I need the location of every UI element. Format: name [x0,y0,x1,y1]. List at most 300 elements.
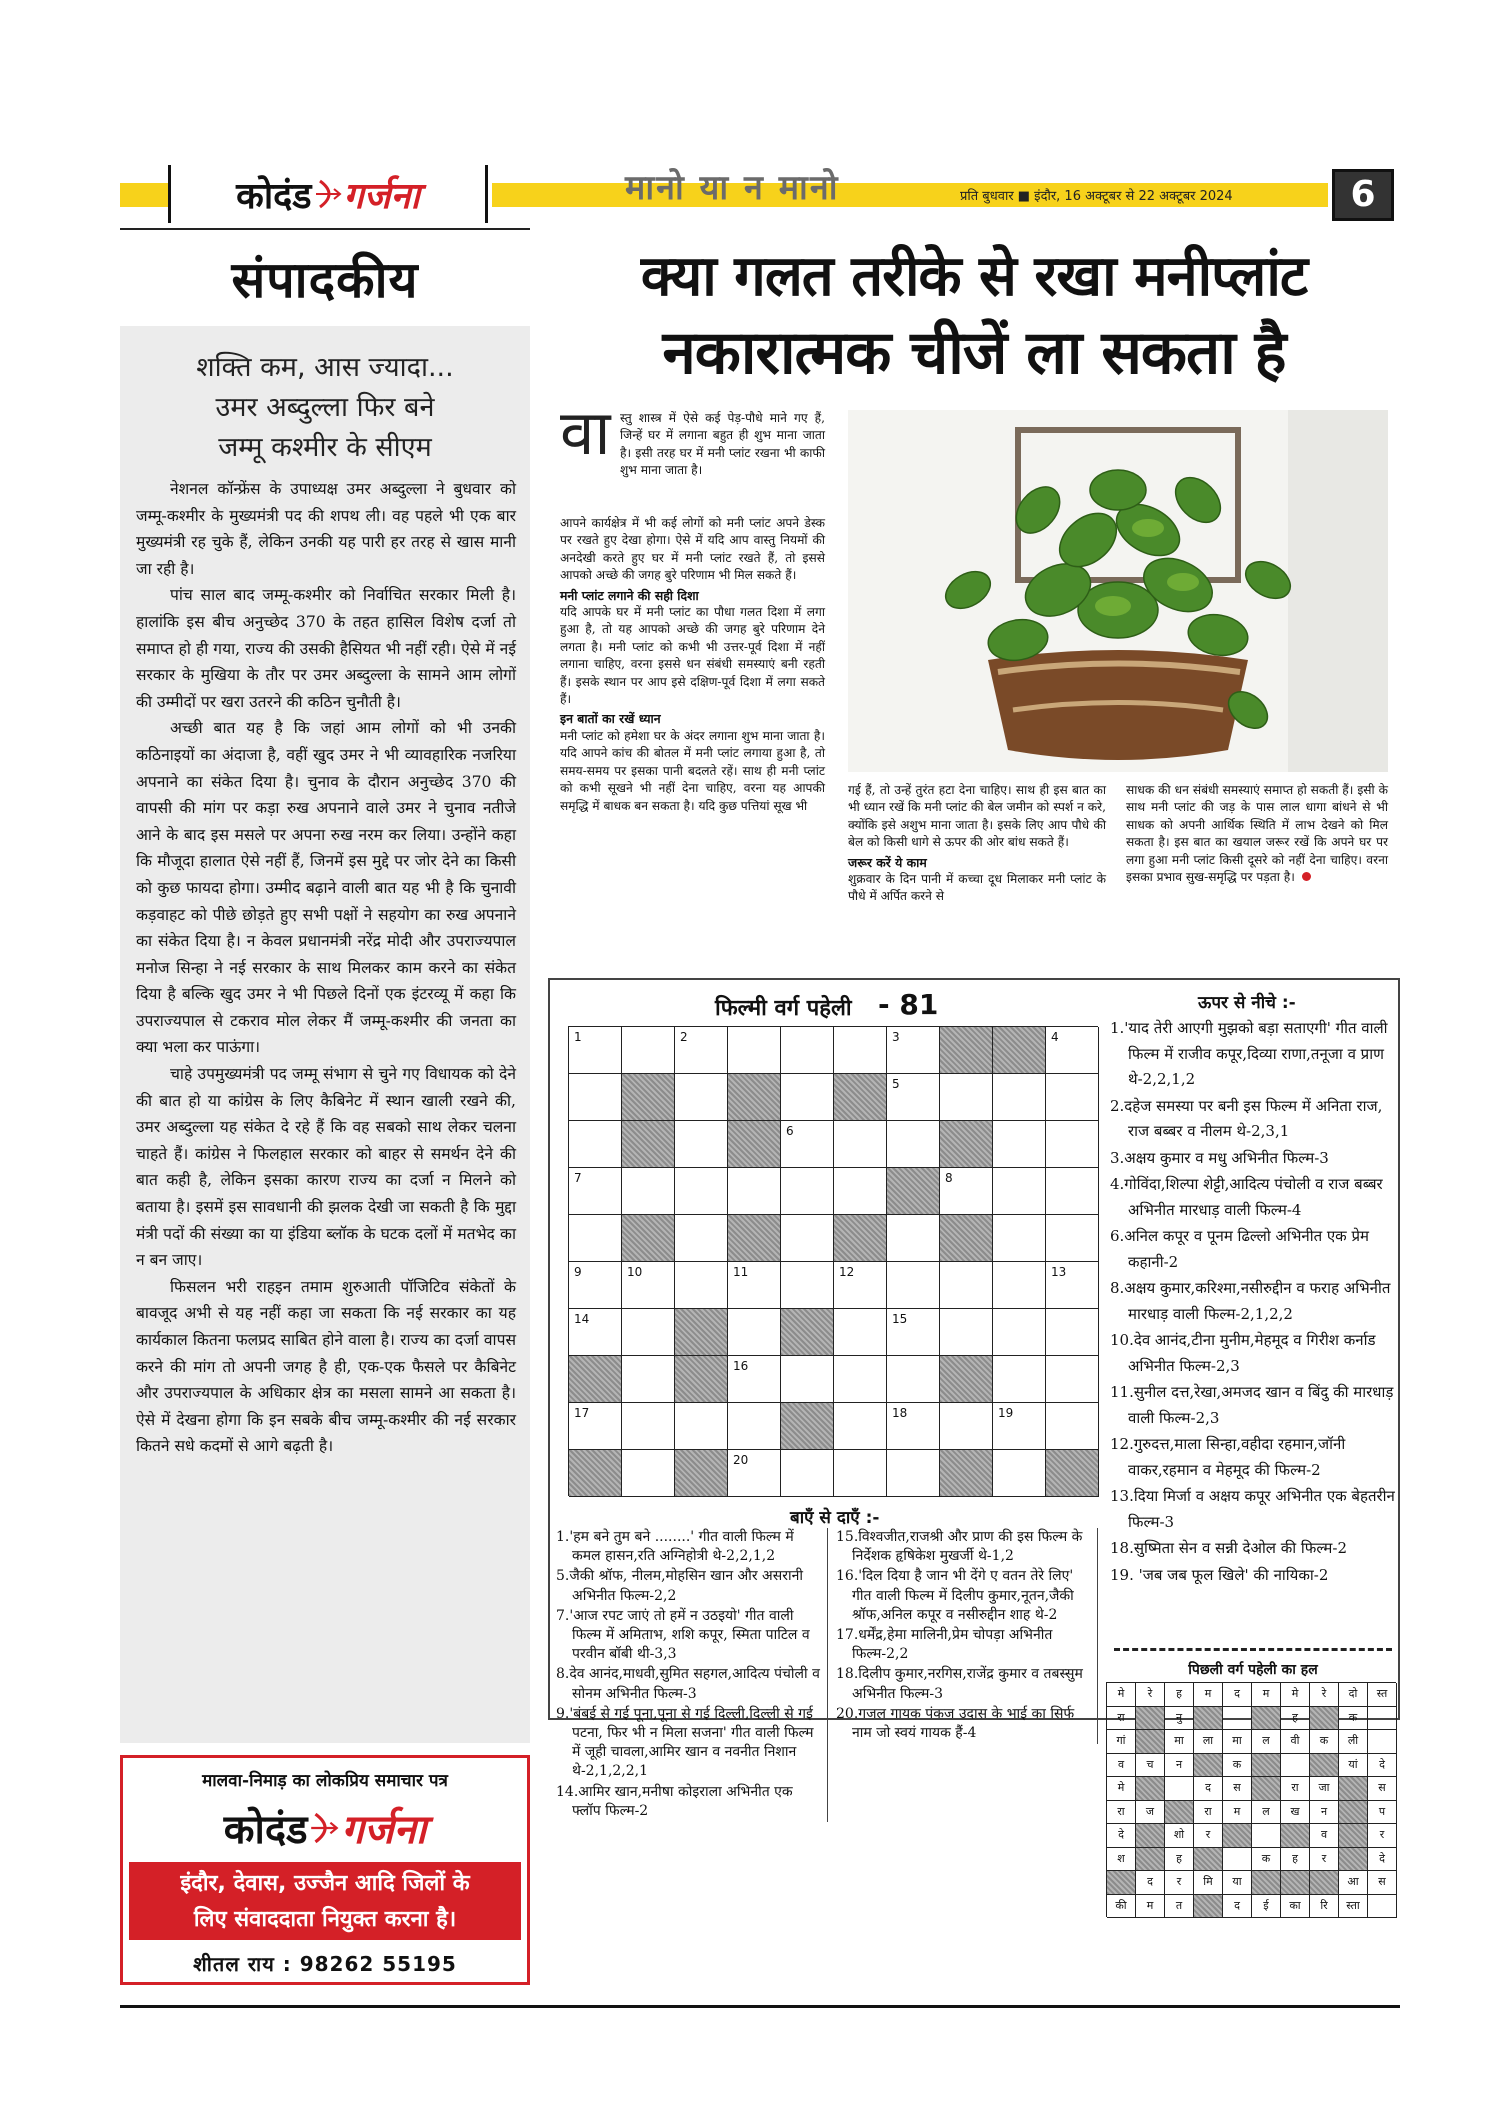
solution-block-cell [1136,1848,1165,1872]
ad-logo [123,1800,527,1855]
crossword-cell[interactable] [781,1356,834,1403]
logo-text-part2: गर्जना [343,175,420,217]
money-plant-article [560,396,1400,965]
solution-block-cell [1281,1871,1310,1895]
crossword-cell[interactable] [993,1309,1046,1356]
crossword-cell[interactable] [887,1450,940,1497]
crossword-clue: 10.देव आनंद,टीना मुनीम,मेहमूद व गिरीश कर्नाड अभिनीत फिल्म-2,3 [1110,1331,1376,1375]
solution-cell: ल [1252,1801,1281,1825]
crossword-cell[interactable] [675,1074,728,1121]
solution-cell: रा [1107,1707,1136,1731]
crossword-cell[interactable] [781,1215,834,1262]
solution-block-cell [1310,1707,1339,1731]
end-mark-icon [1302,872,1311,881]
solution-cell: स्ता [1339,1895,1368,1919]
crossword-cell[interactable] [834,1403,887,1450]
editorial-column [120,228,530,1743]
crossword-block-cell [834,1215,887,1262]
solution-cell: की [1107,1895,1136,1919]
solution-cell: ह [1281,1848,1310,1872]
crossword-clue: 7.'आज रपट जाएं तो हमें न उठइयो' गीत वाली फिल्म में अमिताभ, शशि कपूर, स्मिता पाटिल व परवीन बॉबी थी-3,3 [556,1607,810,1663]
crossword-cell[interactable] [993,1168,1046,1215]
crossword-cell-number: 7 [574,1171,582,1185]
headline-line-2: नकारात्मक चीजें ला सकता है [662,318,1286,388]
previous-solution-grid [1106,1682,1396,1917]
crossword-clue: 19. 'जब जब फूल खिले' की नायिका-2 [1110,1565,1329,1584]
crossword-cell-number: 19 [998,1406,1014,1420]
solution-cell: र [1194,1824,1223,1848]
crossword-cell[interactable] [728,1450,781,1497]
solution-cell: स्त [1368,1683,1397,1707]
article-subhead: इन बातों का रखें ध्यान [560,711,661,727]
ad-logo-part2: गर्जना [341,1807,427,1853]
drop-cap: वा [560,396,611,469]
crossword-cell-number: 10 [627,1265,643,1279]
solution-block-cell [1194,1895,1223,1919]
solution-cell: च [1136,1754,1165,1778]
solution-cell: द [1194,1777,1223,1801]
solution-cell: द [1136,1871,1165,1895]
crossword-cell[interactable] [1046,1356,1099,1403]
crossword-block-cell [675,1309,728,1356]
crossword-cell-number: 20 [733,1453,749,1467]
crossword-block-cell [675,1450,728,1497]
solution-block-cell [1252,1754,1281,1778]
solution-cell: प [1368,1801,1397,1825]
solution-cell: ला [1194,1730,1223,1754]
solution-cell: दे [1368,1848,1397,1872]
ad-banner-line: लिए संवाददाता नियुक्त करना है। [193,1907,457,1932]
crossword-cell[interactable] [887,1027,940,1074]
crossword-clue: 17.धर्मेंद्र,हेमा मालिनी,प्रेम चोपड़ा अभिनीत फिल्म-2,2 [836,1627,1053,1663]
crossword-clue: 18.दिलीप कुमार,नरगिस,राजेंद्र कुमार व तबस्सुम अभिनीत फिल्म-3 [836,1666,1083,1702]
logo-text-part1: कोदंड [236,175,312,217]
crossword-cell[interactable] [675,1262,728,1309]
crossword-block-cell [675,1356,728,1403]
crossword-clue: 6.अनिल कपूर व पूनम ढिल्लो अभिनीत एक प्रेम कहानी-2 [1110,1227,1369,1271]
solution-cell: स [1223,1777,1252,1801]
crossword-cell[interactable] [1046,1403,1099,1450]
solution-block-cell [1252,1707,1281,1731]
headline-line-1: क्या गलत तरीके से रखा मनीप्लांट [640,244,1308,309]
solution-cell: क [1310,1730,1339,1754]
crossword-cell[interactable] [887,1356,940,1403]
crossword-cell[interactable] [675,1121,728,1168]
crossword-cell[interactable] [993,1262,1046,1309]
solution-cell: र [1368,1824,1397,1848]
article-paragraph: यदि आपके घर में मनी प्लांट का पौधा गलत दिशा में लगा हुआ है, तो यह आपको अच्छे की जगह बुरे परिणाम देने लगता है। मनी प्लांट को कभी भी उत्तर-पूर्व दिशा में नहीं लगाना चाहिए, वरना इससे धन संबंधी समस्याएं बनी रहती हैं। इसके स्थान पर आप इसे दक्षिण-पूर्व दिशा में लगा सकते हैं। [560,605,825,707]
crossword-cell[interactable] [781,1121,834,1168]
solution-cell: ह [1165,1848,1194,1872]
editorial-paragraph: फिसलन भरी राहइन तमाम शुरुआती पॉजिटिव संकेतों के बावजूद अभी से यह नहीं कहा जा सकता कि नई सरकार का यह कार्यकाल कितना फलप्रद साबित होने वाला है। राज्य का दर्जा वापस करने की मांग तो अपनी जगह है ही, एक-एक फैसले पर कैबिनेट और उपराज्यपाल के अधिकार क्षेत्र का मसला सामने आ सकता है। ऐसे में देखना होगा कि इन सबके बीच जम्मू-कश्मीर की नई सरकार कितने सधे कदमों से आगे बढ़ती है। [136,1277,516,1456]
solution-cell: रा [1281,1777,1310,1801]
crossword-cell[interactable] [728,1403,781,1450]
crossword-cell[interactable] [1046,1121,1099,1168]
solution-cell: मा [1165,1730,1194,1754]
editorial-paragraph: नेशनल कॉन्फ्रेंस के उपाध्यक्ष उमर अब्दुल्ला ने बुधवार को जम्मू-कश्मीर के मुख्यमंत्री पद की शपथ ली। वह पहले भी एक बार मुख्यमंत्री रह चुके हैं, लेकिन उनकी यह पारी हर तरह से खास मानी जा रही है। [136,480,516,578]
crossword-cell[interactable] [834,1027,887,1074]
crossword-cell[interactable] [1046,1309,1099,1356]
solution-cell: शो [1165,1824,1194,1848]
crossword-cell[interactable] [993,1356,1046,1403]
crossword-section [548,978,1400,1912]
crossword-cell[interactable] [887,1309,940,1356]
solution-cell: रि [1310,1895,1339,1919]
solution-cell: म [1252,1683,1281,1707]
crossword-cell[interactable] [569,1215,622,1262]
crossword-cell[interactable] [887,1403,940,1450]
crossword-cell-number: 6 [786,1124,794,1138]
editorial-body [136,476,516,1460]
solution-cell: म [1136,1895,1165,1919]
article-paragraph: गई हैं, तो उन्हें तुरंत हटा देना चाहिए। साथ ही इस बात का भी ध्यान रखें कि मनी प्लांट की बेल जमीन को स्पर्श न करे, क्योंकि इसे अशुभ माना जाता है। इसके लिए आप पौधे की बेल को किसी धागे से ऊपर की ओर बांध सकते हैं। [848,783,1106,850]
crossword-cell[interactable] [781,1168,834,1215]
bow-arrow-icon [309,1812,339,1844]
crossword-cell[interactable] [622,1168,675,1215]
solution-cell: स [1368,1871,1397,1895]
crossword-block-cell [728,1215,781,1262]
solution-block-cell [1339,1848,1368,1872]
previous-solution-title: पिछली वर्ग पहेली का हल [1188,1662,1318,1678]
crossword-block-cell [728,1121,781,1168]
crossword-clue: 12.गुरुदत्त,माला सिन्हा,वहीदा रहमान,जॉनी वाकर,रहमान व मेहमूद की फिल्म-2 [1110,1435,1346,1479]
crossword-cell[interactable] [940,1168,993,1215]
crossword-clue: 3.अक्षय कुमार व मधु अभिनीत फिल्म-3 [1110,1148,1329,1167]
masthead [120,165,1400,225]
solution-cell: ह [1281,1707,1310,1731]
solution-cell: गां [1107,1730,1136,1754]
article-paragraph: आपने कार्यक्षेत्र में भी कई लोगों को मनी प्लांट अपने डेस्क पर रखते हुए देखा होगा। ऐसे में यदि आप वास्तु नियमों की अनदेखी करते हुए घर में मनी प्लांट रखते हैं, तो इससे आपको अच्छे की जगह बुरे परिणाम भी मिल सकते हैं। [560,516,825,583]
bow-arrow-icon [314,179,342,209]
crossword-cell[interactable] [834,1121,887,1168]
crossword-cell[interactable] [728,1027,781,1074]
solution-cell [1252,1824,1281,1848]
crossword-clue: 8.अक्षय कुमार,करिश्मा,नसीरुद्दीन व फराह अभिनीत मारधाड़ वाली फिल्म-2,1,2,2 [1110,1279,1391,1323]
crossword-cell[interactable] [1046,1215,1099,1262]
crossword-cell[interactable] [781,1262,834,1309]
solution-block-cell [1107,1871,1136,1895]
crossword-cell[interactable] [834,1262,887,1309]
article-column-3 [1126,782,1388,886]
solution-cell: ह [1165,1683,1194,1707]
solution-cell: ल [1252,1730,1281,1754]
crossword-block-cell [569,1356,622,1403]
issue-date-line: प्रति बुधवार ■ इंदौर, 16 अक्टूबर से 22 अक्टूबर 2024 [960,189,1233,204]
editorial-title-line: शक्ति कम, आस ज्यादा... [196,352,454,383]
crossword-cell[interactable] [887,1262,940,1309]
solution-cell: व [1310,1824,1339,1848]
solution-cell: या [1223,1871,1252,1895]
solution-cell: द [1223,1895,1252,1919]
solution-cell: क [1223,1754,1252,1778]
crossword-clue: 9.'बंबई से गई पूना,पूना से गई दिल्ली,दिल्ली से गई पटना, फिर भी न मिला सजना' गीत वाली फिल्म में जूही चावला,आमिर खान व नवनीत निशान थे-2,1,2,2,1 [556,1705,814,1780]
crossword-cell-number: 5 [892,1077,900,1091]
crossword-cell[interactable] [887,1074,940,1121]
solution-block-cell [1194,1754,1223,1778]
editorial-title [134,348,516,468]
solution-cell: ई [1252,1895,1281,1919]
crossword-block-cell [569,1450,622,1497]
crossword-cell[interactable] [728,1168,781,1215]
solution-cell: क [1252,1848,1281,1872]
crossword-number: - 81 [878,988,939,1021]
crossword-cell[interactable] [622,1403,675,1450]
crossword-cell-number: 18 [892,1406,908,1420]
solution-block-cell [1136,1730,1165,1754]
solution-cell: रे [1310,1683,1339,1707]
crossword-clue: 1.'हम बने तुम बने ........' गीत वाली फिल्म में कमल हासन,रति अग्निहोत्री थे-2,2,1,2 [556,1529,794,1565]
solution-block-cell [1281,1824,1310,1848]
solution-cell: आ [1339,1871,1368,1895]
across-clues-heading: बाएँ से दाएँ :- [790,1508,880,1528]
crossword-cell[interactable] [993,1215,1046,1262]
solution-cell: मे [1281,1683,1310,1707]
solution-cell: मे [1107,1777,1136,1801]
crossword-cell[interactable] [781,1027,834,1074]
crossword-cell-number: 11 [733,1265,749,1279]
crossword-cell[interactable] [622,1309,675,1356]
crossword-cell-number: 15 [892,1312,908,1326]
solution-cell: न [1310,1801,1339,1825]
crossword-cell[interactable] [569,1027,622,1074]
solution-cell [1368,1895,1397,1919]
crossword-cell-number: 16 [733,1359,749,1373]
crossword-block-cell [887,1168,940,1215]
solution-cell: त [1165,1895,1194,1919]
solution-block-cell [1339,1777,1368,1801]
crossword-clue: 18.सुष्मिता सेन व सन्नी देओल की फिल्म-2 [1110,1539,1347,1557]
solution-cell: का [1281,1895,1310,1919]
solution-cell: वी [1281,1730,1310,1754]
editorial-label: संपादकीय [231,250,419,309]
solution-cell: दे [1368,1754,1397,1778]
crossword-clue: 1.'याद तेरी आएगी मुझको बड़ा सताएगी' गीत वाली फिल्म में राजीव कपूर,दिव्या राणा,तनूजा व प्राण थे-2,2,1,2 [1110,1019,1388,1088]
crossword-block-cell [622,1121,675,1168]
crossword-cell[interactable] [834,1309,887,1356]
editorial-paragraph: चाहे उपमुख्यमंत्री पद जम्मू संभाग से चुने गए विधायक को देने की बात हो या कांग्रेस के लिए कैबिनेट में स्थान खाली रखने की, उमर अब्दुल्ला यह संकेत दे रहे हैं कि वह सबको साथ लेकर चलना चाहते हैं। कांग्रेस ने फिलहाल सरकार को बाहर से समर्थन देने की बात कही है, लेकिन इसका कारण राज्य का दर्जा न मिलने को बताया है। इसमें इस सावधानी की झलक देखी जा सकती है कि मुद्दा मंत्री पदों की संख्या का या इंडिया ब्लॉक के घटक दलों में मतभेद का न बन जाए। [136,1065,516,1270]
solution-cell [1223,1848,1252,1872]
solution-block-cell [1310,1871,1339,1895]
crossword-cell[interactable] [622,1027,675,1074]
crossword-block-cell [781,1309,834,1356]
editorial-paragraph: पांच साल बाद जम्मू-कश्मीर को निर्वाचित सरकार मिली है। हालांकि इस बीच अनुच्छेद 370 के तहत हासिल विशेष दर्जा तो समाप्त हो ही गया, राज्य की उसकी हैसियत भी नहीं रही। ऐसे में नई सरकार के मुखिया के तौर पर उमर अब्दुल्ला के सामने आम लोगों की उम्मीदों पर खरा उतरने की कठिन चुनौती है। [136,586,516,711]
crossword-cell[interactable] [781,1074,834,1121]
crossword-cell[interactable] [1046,1168,1099,1215]
crossword-clue: 14.आमिर खान,मनीषा कोइराला अभिनीत एक फ्लॉप फिल्म-2 [556,1783,793,1819]
crossword-cell[interactable] [887,1215,940,1262]
solution-cell [1223,1707,1252,1731]
solution-block-cell [1136,1777,1165,1801]
solution-cell: ख [1281,1801,1310,1825]
section-title: मानो या न मानो [625,168,840,208]
crossword-title: फिल्मी वर्ग पहेली [715,996,852,1021]
article-intro: स्तु शास्त्र में ऐसे कई पेड़-पौधे माने गए हैं, जिन्हें घर में लगाना बहुत ही शुभ माना जाता है। इसी तरह घर में मनी प्लांट रखना भी काफी शुभ माना जाता है। [620,411,825,478]
crossword-block-cell [728,1074,781,1121]
solution-block-cell [1165,1801,1194,1825]
crossword-block-cell [622,1074,675,1121]
crossword-clue: 20.गजल गायक पंकज उदास के भाई का सिर्फ नाम जो स्वयं गायक हैं-4 [836,1705,1075,1742]
crossword-cell[interactable] [675,1168,728,1215]
solution-block-cell [1252,1777,1281,1801]
solution-block-cell [1310,1754,1339,1778]
crossword-cell[interactable] [569,1403,622,1450]
ad-tagline: मालवा-निमाड़ का लोकप्रिय समाचार पत्र [202,1771,448,1791]
solution-cell: र [1310,1848,1339,1872]
crossword-cell[interactable] [675,1027,728,1074]
down-clues-list [1110,1016,1396,1589]
crossword-block-cell [993,1027,1046,1074]
crossword-cell[interactable] [940,1262,993,1309]
down-clues-heading: ऊपर से नीचे :- [1198,993,1296,1013]
crossword-cell[interactable] [569,1121,622,1168]
solution-cell: रे [1136,1683,1165,1707]
article-paragraph: साधक की धन संबंधी समस्याएं समाप्त हो सकती हैं। इसी के साथ मनी प्लांट की जड़ के पास लाल धागा बांधने से भी साधक को अपनी आर्थिक स्थिति में लाभ देखने को मिल सकता है। इस बात का खयाल जरूर रखें कि अपने घर पर लगा हुआ मनी प्लांट किसी दूसरे को नहीं देना चाहिए। वरना इसका प्रभाव सुख-समृद्धि पर पड़ता है। [1126,783,1388,885]
article-paragraph: शुक्रवार के दिन पानी में कच्चा दूध मिलाकर मनी प्लांट के पौधे में अर्पित करने से [848,872,1106,904]
crossword-cell[interactable] [940,1074,993,1121]
crossword-cell[interactable] [1046,1027,1099,1074]
article-subhead: मनी प्लांट लगाने की सही दिशा [560,587,699,603]
ad-banner-line: इंदौर, देवास, उज्जैन आदि जिलों के [180,1871,470,1896]
solution-block-cell [1136,1824,1165,1848]
crossword-cell[interactable] [993,1450,1046,1497]
across-clues-column-1 [556,1528,828,1822]
solution-cell [1368,1707,1397,1731]
crossword-block-cell [940,1450,993,1497]
article-subhead: जरूर करें ये काम [848,854,927,870]
solution-cell: जा [1310,1777,1339,1801]
crossword-clue: 16.'दिल दिया है जान भी देंगे ए वतन तेरे लिए' गीत वाली फिल्म में दिलीप कुमार,नूतन,जैकी श्रॉफ,अनिल कपूर व नसीरुद्दीन शाह थे-2 [836,1568,1074,1623]
crossword-cell[interactable] [834,1168,887,1215]
solution-cell: नु [1165,1707,1194,1731]
crossword-cell-number: 1 [574,1030,582,1044]
crossword-cell[interactable] [569,1309,622,1356]
crossword-cell[interactable] [993,1403,1046,1450]
crossword-cell[interactable] [940,1309,993,1356]
main-headline [548,240,1400,392]
crossword-cell-number: 13 [1051,1265,1067,1279]
crossword-block-cell [940,1027,993,1074]
crossword-block-cell [1046,1450,1099,1497]
solution-cell: मे [1107,1683,1136,1707]
crossword-block-cell [834,1074,887,1121]
crossword-cell[interactable] [834,1356,887,1403]
solution-cell: द [1223,1683,1252,1707]
solution-cell: रा [1107,1801,1136,1825]
solution-cell: न [1165,1754,1194,1778]
solution-block-cell [1194,1848,1223,1872]
dashed-divider [1114,1648,1392,1651]
crossword-cell-number: 4 [1051,1030,1059,1044]
crossword-cell[interactable] [622,1356,675,1403]
solution-cell: म [1194,1683,1223,1707]
crossword-cell[interactable] [622,1450,675,1497]
crossword-clue: 4.गोविंदा,शिल्पा शेट्टी,आदित्य पंचोली व राज बब्बर अभिनीत मारधाड़ वाली फिल्म-4 [1110,1175,1383,1219]
solution-cell: ली [1339,1730,1368,1754]
crossword-cell[interactable] [940,1403,993,1450]
crossword-clue: 13.दिया मिर्जा व अक्षय कपूर अभिनीत एक बेहतरीन फिल्म-3 [1110,1487,1395,1531]
solution-block-cell [1339,1824,1368,1848]
crossword-block-cell [940,1121,993,1168]
crossword-cell[interactable] [993,1121,1046,1168]
crossword-cell[interactable] [675,1403,728,1450]
masthead-band-left [120,183,168,207]
solution-cell: म [1223,1801,1252,1825]
solution-cell: दे [1107,1824,1136,1848]
advertisement-box [120,1755,530,1985]
crossword-cell-number: 3 [892,1030,900,1044]
solution-block-cell [1194,1707,1223,1731]
article-column-2 [848,782,1106,906]
crossword-cell[interactable] [569,1262,622,1309]
crossword-cell-number: 12 [839,1265,855,1279]
crossword-cell[interactable] [728,1356,781,1403]
crossword-block-cell [940,1356,993,1403]
crossword-clue: 2.दहेज समस्या पर बनी इस फिल्म में अनिता राज, राज बब्बर व नीलम थे-2,3,1 [1110,1096,1383,1140]
crossword-block-cell [940,1215,993,1262]
crossword-cell-number: 2 [680,1030,688,1044]
crossword-cell[interactable] [622,1262,675,1309]
solution-cell: मि [1194,1871,1223,1895]
editorial-title-line: जम्मू कश्मीर के सीएम [218,432,432,463]
money-plant-photo [848,410,1388,772]
crossword-cell[interactable] [728,1262,781,1309]
across-clues-column-2 [836,1528,1098,1744]
crossword-cell[interactable] [887,1121,940,1168]
solution-block-cell [1339,1801,1368,1825]
crossword-clue: 11.सुनील दत्त,रेखा,अमजद खान व बिंदु की मारधाड़ वाली फिल्म-2,3 [1110,1383,1394,1427]
editorial-paragraph: अच्छी बात यह है कि जहां आम लोगों को भी उनकी कठिनाइयों का अंदाजा है, वहीं खुद उमर ने भी व्यावहारिक नजरिया अपनाने का संकेत दिया है। चुनाव के दौरान अनुच्छेद 370 की वापसी की मांग पर कड़ा रुख अपनाने वाले उमर ने चुनाव नतीजे आने के बाद इस मसले पर अपना रुख नरम कर लिया। उन्होंने कहा कि मौजूदा हालात ऐसे नहीं हैं, जिनमें इस मुद्दे पर जोर देने का किसी को कुछ फायदा होगा। उम्मीद बढ़ाने वाली बात यह भी है कि चुनावी कड़वाहट को पीछे छोड़ते हुए सभी पक्षों ने सहयोग का रुख अपनाने का संकेत दिया है। न केवल प्रधानमंत्री नरेंद्र मोदी और उपराज्यपाल मनोज सिन्हा ने नई सरकार के साथ मिलकर काम करने का संकेत दिया है बल्कि खुद उमर ने भी पिछले दिनों एक इंटरव्यू में कहा कि उपराज्यपाल से टकराव मोल लेकर मैं जम्मू-कश्मीर की जनता का क्या भला कर पाऊंगा। [136,719,516,1057]
solution-cell: र [1165,1871,1194,1895]
ad-contact: शीतल राय : 98262 55195 [193,1952,457,1976]
crossword-cell[interactable] [569,1168,622,1215]
solution-cell: रा [1194,1801,1223,1825]
solution-block-cell [1252,1871,1281,1895]
page-bottom-rule [120,2005,1400,2008]
editorial-heading-box [120,228,530,326]
newspaper-logo [168,165,488,223]
crossword-cell[interactable] [834,1450,887,1497]
crossword-clue: 5.जैकी श्रॉफ, नीलम,मोहसिन खान और असरानी अभिनीत फिल्म-2,2 [556,1568,803,1604]
article-column-1 [560,515,825,815]
crossword-cell-number: 9 [574,1265,582,1279]
crossword-grid [568,1026,1098,1496]
article-paragraph: मनी प्लांट को हमेशा घर के अंदर लगाना शुभ माना जाता है। यदि आपने कांच की बोतल में मनी प्लांट लगाया हुआ है, तो समय-समय पर इसका पानी बदलते रहें। साथ ही मनी प्लांट को कभी सूखने भी नहीं देना चाहिए, वरना यह आपकी समृद्धि में बाधक बन सकता है। यदि कुछ पत्तियां सूख भी [560,728,825,813]
solution-block-cell [1136,1707,1165,1731]
solution-cell: ज [1136,1801,1165,1825]
solution-block-cell [1223,1824,1252,1848]
crossword-cell-number: 14 [574,1312,590,1326]
ad-recruitment-banner [129,1862,521,1940]
solution-cell [1368,1730,1397,1754]
crossword-cell[interactable] [1046,1262,1099,1309]
editorial-title-line: उमर अब्दुल्ला फिर बने [215,392,435,423]
solution-cell: क [1339,1707,1368,1731]
crossword-cell-number: 17 [574,1406,590,1420]
crossword-cell[interactable] [675,1215,728,1262]
crossword-cell[interactable] [1046,1074,1099,1121]
solution-cell [1281,1754,1310,1778]
crossword-cell[interactable] [569,1074,622,1121]
crossword-cell-number: 8 [945,1171,953,1185]
crossword-cell[interactable] [993,1074,1046,1121]
crossword-cell[interactable] [728,1309,781,1356]
crossword-cell[interactable] [781,1450,834,1497]
solution-cell: व [1107,1754,1136,1778]
solution-cell: मा [1223,1730,1252,1754]
crossword-clue: 15.विश्वजीत,राजश्री और प्राण की इस फिल्म के निर्देशक हृषिकेश मुखर्जी थे-1,2 [836,1529,1083,1565]
page-number: 6 [1332,169,1394,221]
solution-cell: स [1368,1777,1397,1801]
